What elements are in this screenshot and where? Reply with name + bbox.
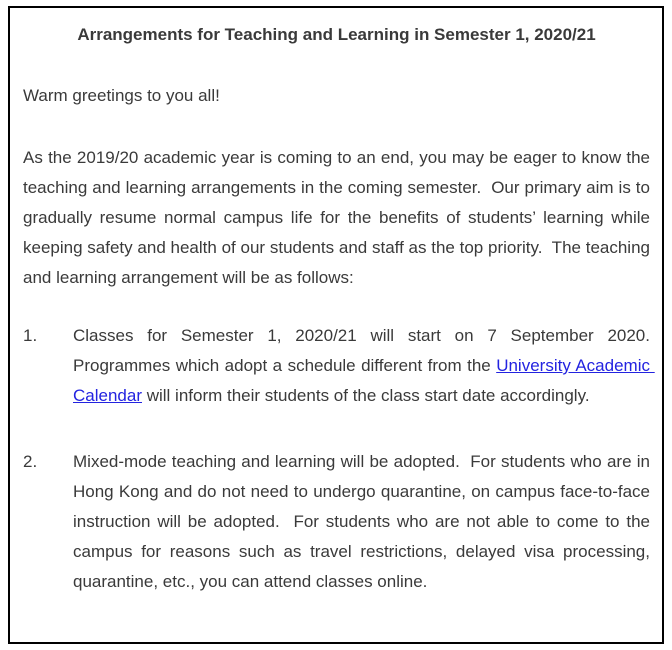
greeting-text: Warm greetings to you all! — [23, 86, 220, 105]
list-item-1-text-before-link: Classes for Semester 1, 2020/21 will start on 7 September 2020. Programmes which adopt a schedule different from the — [73, 326, 660, 375]
list-item-2-number: 2. — [23, 452, 38, 471]
intro-paragraph: As the 2019/20 academic year is coming to an end, you may be eager to know the teaching and learning arrangements in the coming semester. Our primary aim is to gradually resume normal campus life for the benefits of students’ learning while keeping safety and health of our students and staff as the top priority. The teaching and learning arrangement will be as follows: — [23, 148, 655, 287]
document-border-frame — [8, 6, 664, 644]
academic-calendar-link[interactable]: University Academic Calendar — [73, 356, 655, 405]
list-item-1-number: 1. — [23, 326, 38, 345]
list-item-1-text-after-link: will inform their students of the class start date accordingly. — [142, 386, 590, 405]
list-item-2 — [23, 447, 655, 597]
list-item-1-text — [73, 321, 660, 411]
document-title: Arrangements for Teaching and Learning in Semester 1, 2020/21 — [77, 25, 596, 44]
list-item-2-text: Mixed-mode teaching and learning will be adopted. For students who are in Hong Kong and do not need to undergo quarantine, on campus face-to-face instruction will be adopted. For students who are not able to come to the campus for reasons such as travel restrictions, delayed visa processing, quarantine, etc., you can attend classes online. — [73, 452, 655, 591]
list-item-1 — [23, 321, 660, 411]
